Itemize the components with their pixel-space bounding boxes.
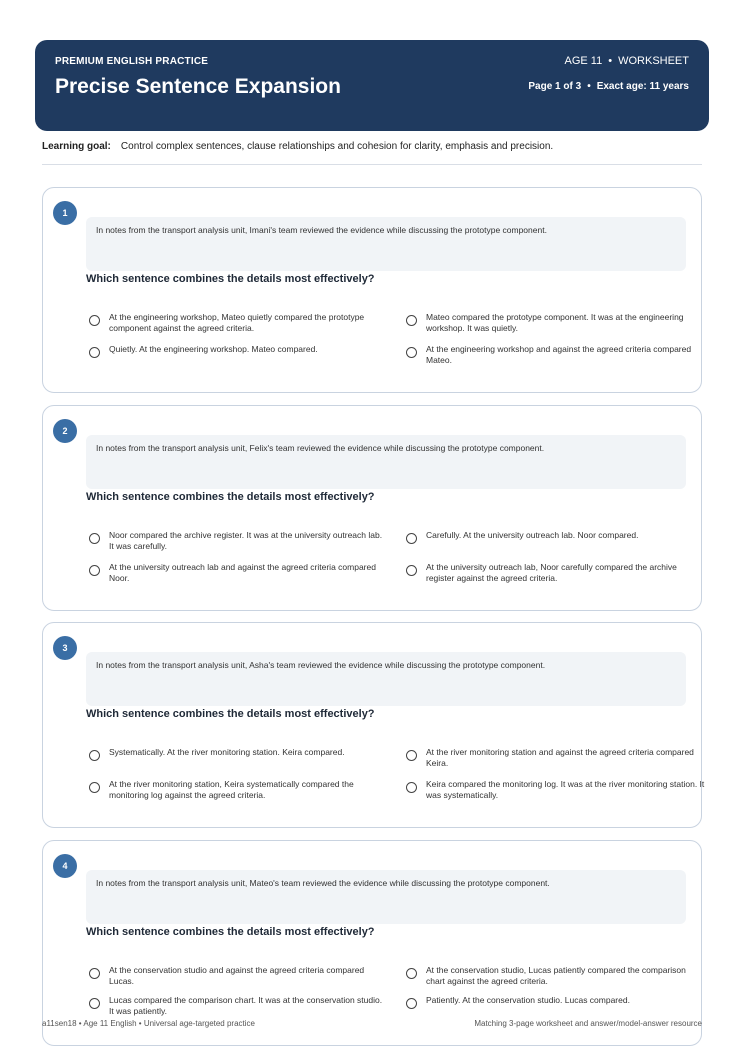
radio-button[interactable] [89,782,100,793]
radio-button[interactable] [406,347,417,358]
footer-left: a11sen18 • Age 11 English • Universal age-targeted practice [42,1019,255,1028]
question-prompt: Which sentence combines the details most effectively? [86,273,375,285]
question-card-2 [42,405,702,611]
radio-button[interactable] [89,968,100,979]
question-stem: In notes from the transport analysis unit, Mateo's team reviewed the evidence while discussing the prototype component. [86,870,686,924]
brand-label: PREMIUM ENGLISH PRACTICE [55,56,209,67]
learning-goal-label: Learning goal: [42,141,111,152]
worksheet-header [35,40,709,131]
question-stem: In notes from the transport analysis unit, Imani's team reviewed the evidence while discussing the prototype component. [86,217,686,271]
radio-button[interactable] [406,533,417,544]
bullet-separator: • [587,81,591,92]
question-card-4 [42,840,702,1046]
option-text: At the conservation studio and against the agreed criteria compared Lucas. [109,965,365,986]
radio-button[interactable] [406,750,417,761]
option-text: At the river monitoring station and against the agreed criteria compared Keira. [426,747,694,768]
page-info [528,81,689,92]
radio-button[interactable] [89,533,100,544]
radio-button[interactable] [89,750,100,761]
option-text: At the river monitoring station, Keira systematically compared the monitoring log against the agreed criteria. [109,779,354,800]
option-text: At the university outreach lab, Noor carefully compared the archive register against the agreed criteria. [426,562,677,583]
option-text: Mateo compared the prototype component. It was at the engineering workshop. It was quietly. [426,312,684,333]
page-number: Page 1 of 3 [528,81,582,92]
footer-right: Matching 3-page worksheet and answer/model-answer resource [474,1019,702,1028]
header-meta [565,55,689,67]
radio-button[interactable] [406,782,417,793]
radio-button[interactable] [89,565,100,576]
learning-goal [42,141,553,152]
option-text: At the engineering workshop and against the agreed criteria compared Mateo. [426,344,692,365]
option-text: Noor compared the archive register. It was at the university outreach lab. It was carefully. [109,530,383,551]
page-title: Precise Sentence Expansion [55,75,341,98]
question-number: 4 [53,854,77,878]
radio-button[interactable] [89,347,100,358]
question-prompt: Which sentence combines the details most effectively? [86,708,375,720]
radio-button[interactable] [406,565,417,576]
question-stem: In notes from the transport analysis unit, Asha's team reviewed the evidence while discussing the prototype component. [86,652,686,706]
option-text: Lucas compared the comparison chart. It was at the conservation studio. It was patiently. [109,995,383,1016]
radio-button[interactable] [89,998,100,1009]
divider [42,164,702,165]
question-number: 2 [53,419,77,443]
kind-label: WORKSHEET [618,55,689,67]
question-prompt: Which sentence combines the details most effectively? [86,491,375,503]
radio-button[interactable] [406,968,417,979]
radio-button[interactable] [89,315,100,326]
option-text: At the engineering workshop, Mateo quietly compared the prototype component against the agreed criteria. [109,312,365,333]
option-text: Patiently. At the conservation studio. Lucas compared. [426,995,630,1005]
option-text: At the university outreach lab and against the agreed criteria compared Noor. [109,562,376,583]
question-number: 1 [53,201,77,225]
question-prompt: Which sentence combines the details most effectively? [86,926,375,938]
option-text: Carefully. At the university outreach lab. Noor compared. [426,530,639,540]
age-label: AGE 11 [564,55,603,67]
radio-button[interactable] [406,315,417,326]
option-text: Keira compared the monitoring log. It was at the river monitoring station. It was systematically. [426,779,705,800]
question-number: 3 [53,636,77,660]
option-text: At the conservation studio, Lucas patiently compared the comparison chart against the agreed criteria. [426,965,686,986]
option-text: Quietly. At the engineering workshop. Mateo compared. [109,344,318,354]
radio-button[interactable] [406,998,417,1009]
question-card-3 [42,622,705,828]
learning-goal-text: Control complex sentences, clause relationships and cohesion for clarity, emphasis and precision. [120,141,554,152]
option-text: Systematically. At the river monitoring station. Keira compared. [109,747,345,757]
question-card-1 [42,187,702,393]
exact-age: Exact age: 11 years [596,81,689,92]
bullet-separator: • [608,55,613,67]
question-stem: In notes from the transport analysis unit, Felix's team reviewed the evidence while discussing the prototype component. [86,435,686,489]
